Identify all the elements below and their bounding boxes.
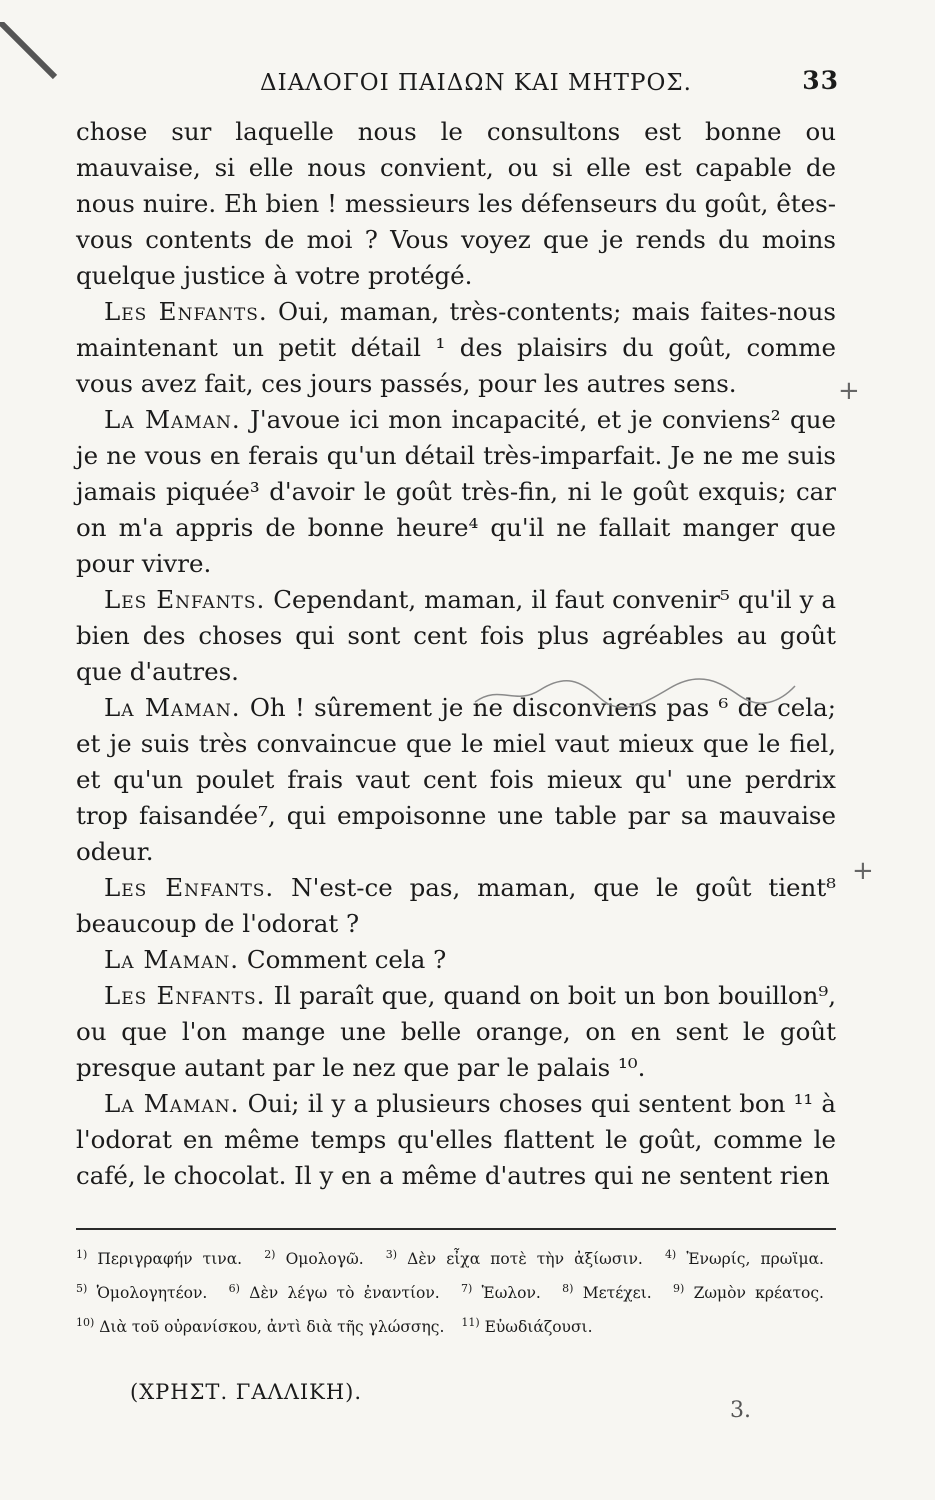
- footnote: $^{9)}$ Ζωμὸν κρέατος.: [673, 1282, 824, 1303]
- speaker-label: Les Enfants.: [104, 585, 266, 614]
- footnote: $^{5)}$ Ὁμολογητέον.: [76, 1282, 208, 1303]
- margin-plus-mark: +: [838, 376, 860, 406]
- footnote: $^{6)}$ Δὲν λέγω τὸ ἐναντίον.: [228, 1282, 440, 1303]
- speaker-label: La Maman.: [104, 693, 241, 722]
- paragraph-text: Cependant, maman, il faut convenir⁵ qu'il y a bien des choses qui sont cent fois plus agréables au goût que d'autres.: [76, 585, 836, 686]
- paragraph-text: N'est-ce pas, maman, que le goût tient⁸ beaucoup de l'odorat ?: [76, 873, 836, 938]
- running-header: [78, 62, 839, 102]
- paragraph: [76, 114, 836, 294]
- paragraph-text: J'avoue ici mon incapacité, et je conviens² que je ne vous en ferais qu'un détail très-imparfait. Je ne me suis jamais piquée³ d'avoir le goût très-fin, ni le goût exquis; car on m'a appris de bonne heure⁴ qu'il ne fallait manger que pour vivre.: [76, 405, 836, 578]
- footnote: $^{1)}$ Περιγραφήν τινα.: [76, 1248, 243, 1269]
- footnote: $^{2)}$ Ομολογῶ.: [264, 1248, 364, 1269]
- speaker-label: La Maman.: [104, 405, 241, 434]
- corner-fold: [0, 22, 60, 82]
- paragraph: [76, 294, 836, 402]
- speaker-label: La Maman.: [104, 945, 240, 974]
- footnote: $^{3)}$ Δὲν εἶχα ποτὲ τὴν ἀξίωσιν.: [385, 1248, 643, 1269]
- footnote: $^{10)}$ Διὰ τοῦ οὐρανίσκου, ἀντὶ διὰ τῆς γλώσσης.: [76, 1316, 445, 1337]
- pencil-annotation: [470, 676, 800, 710]
- paragraph: [76, 1086, 836, 1194]
- margin-plus-mark: +: [852, 856, 874, 886]
- paragraph-text: Comment cela ?: [246, 945, 447, 974]
- paragraph-text: Oui; il y a plusieurs choses qui sentent bon ¹¹ à l'odorat en même temps qu'elles flattent le goût, comme le café, le chocolat. Il y en a même d'autres qui ne sentent rien: [76, 1089, 837, 1190]
- dialogue-body: [76, 114, 836, 1194]
- page-number: 33: [802, 66, 839, 95]
- speaker-label: Les Enfants.: [104, 981, 266, 1010]
- paragraph: [76, 690, 836, 870]
- paragraph: [76, 942, 836, 978]
- footnote: $^{11)}$ Εὐωδιάζουσι.: [461, 1316, 593, 1337]
- paragraph-text: Oh ! sûrement je ne disconviens pas ⁶ de cela; et je suis très convaincue que le miel vaut mieux que le fiel, et qu'un poulet frais vaut cent fois mieux qu' une perdrix trop faisandée⁷, qui empoisonne une table par sa mauvaise odeur.: [76, 693, 836, 866]
- footnotes: [76, 1240, 836, 1342]
- running-title: ΔΙΑΛΟΓΟΙ ΠΑΙΔΩΝ ΚΑΙ ΜΗΤΡΟΣ.: [260, 70, 692, 96]
- signature-number: 3.: [730, 1398, 751, 1423]
- footnote: $^{8)}$ Μετέχει.: [562, 1282, 652, 1303]
- paragraph: [76, 870, 836, 942]
- footnote: $^{7)}$ Ἑωλον.: [461, 1282, 541, 1303]
- paragraph: [76, 978, 836, 1086]
- speaker-label: Les Enfants.: [104, 297, 268, 326]
- speaker-label: La Maman.: [104, 1089, 240, 1118]
- speaker-label: Les Enfants.: [104, 873, 275, 902]
- paragraph-text: Oui, maman, très-contents; mais faites-nous maintenant un petit détail ¹ des plaisirs du goût, comme vous avez fait, ces jours passés, pour les autres sens.: [76, 297, 836, 398]
- paragraph-text: Il paraît que, quand on boit un bon bouillon⁹, ou que l'on mange une belle orange, on en sent le goût presque autant par le nez que par le palais ¹⁰.: [76, 981, 836, 1082]
- signature-mark: (ΧΡΗΣΤ. ΓΑΛΛΙΚΗ).: [130, 1380, 363, 1404]
- paragraph: [76, 402, 836, 582]
- footnote-rule: [76, 1228, 836, 1230]
- footnote: $^{4)}$ Ἐνωρίς, πρωϊμα.: [664, 1248, 824, 1269]
- paragraph-text: chose sur laquelle nous le consultons est bonne ou mauvaise, si elle nous convient, ou si elle est capable de nous nuire. Eh bien ! messieurs les défenseurs du goût, êtes-vous contents de moi ? Vous voyez que je rends du moins quelque justice à votre protégé.: [76, 117, 836, 290]
- paragraph: [76, 582, 836, 690]
